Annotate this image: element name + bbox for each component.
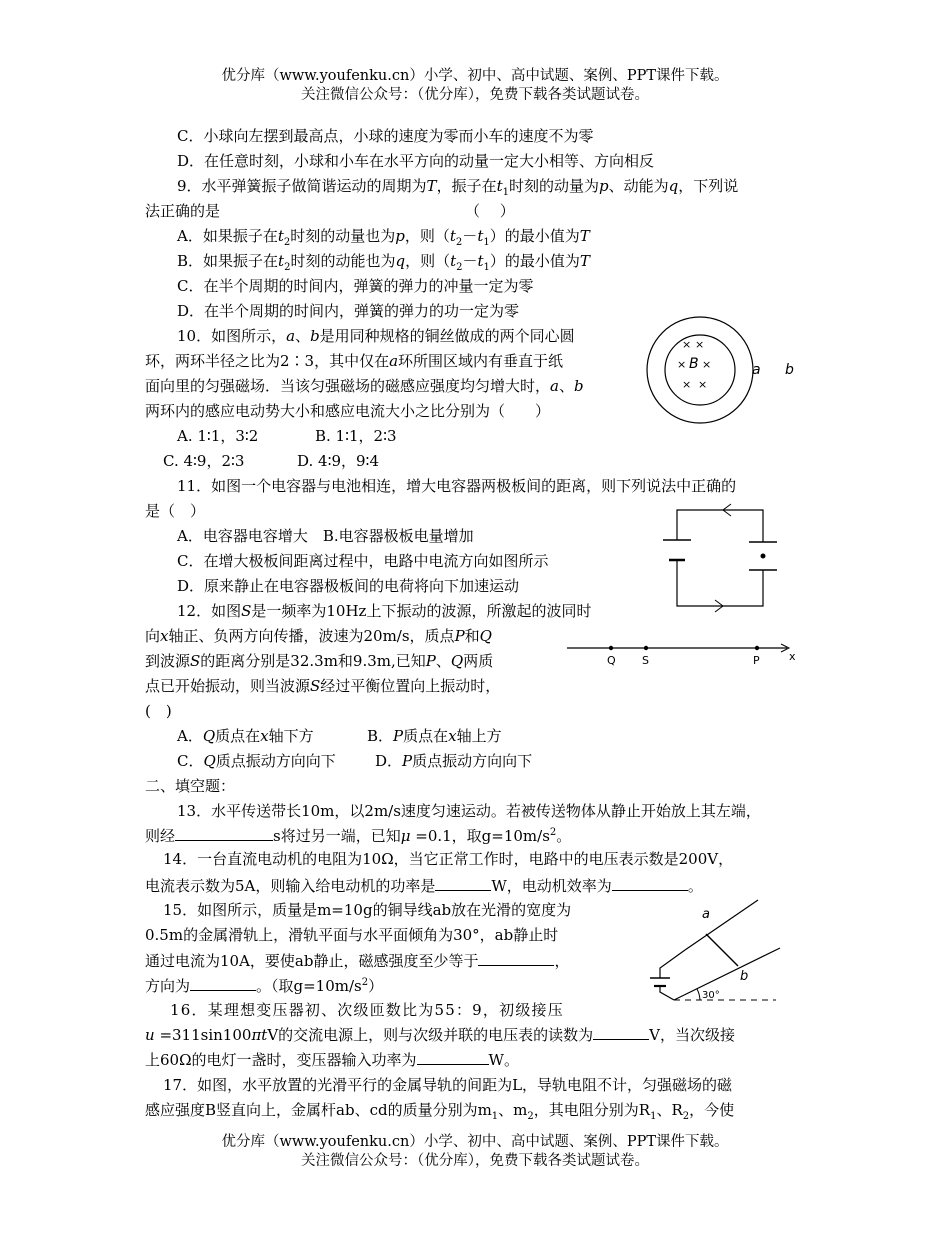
charge-dot	[761, 554, 766, 559]
q10-line-2: 环，两环半径之比为2∶3，其中仅在a环所围区域内有垂直于纸	[145, 352, 564, 370]
q16-line-1: 16．某理想变压器初、次级匝数比为55：9，初级接压	[170, 1001, 564, 1019]
label-b: b	[740, 969, 749, 984]
q11-line-1: 11．如图一个电容器与电池相连，增大电容器两极板间的距离，则下列说法中正确的	[177, 477, 737, 495]
q11-option-c: C．在增大极板间距离过程中，电路中电流方向如图所示	[177, 552, 549, 570]
q17-line-1: 17．如图，水平放置的光滑平行的金属导轨的间距为L，导轨电阻不计，匀强磁场的磁	[163, 1076, 733, 1094]
circuit-wire	[677, 560, 763, 606]
q13-line-1: 13．水平传送带长10m，以2m/s速度匀速运动。若被传送物体从静止开始放上其左端，	[177, 802, 761, 820]
q10-option-c: C. 4∶9，2∶3	[163, 452, 245, 470]
q11-line-2: 是（ ）	[145, 502, 206, 520]
q16-line-3: 上60Ω的电灯一盏时，变压器输入功率为 W。	[145, 1051, 519, 1069]
angle-label: 30°	[702, 990, 720, 1001]
q9-option-b: B．如果振子在$t_2$时刻的动能也为q，则$(t_2-t_1)$的最小值为T	[177, 252, 590, 273]
circuit-wire	[660, 986, 674, 1000]
q12-line-1: 12．如图S是一频率为10Hz上下振动的波源，所激起的波同时	[177, 602, 592, 620]
ring-b	[647, 317, 753, 423]
label-x: x	[789, 650, 796, 663]
section-fill-in-title: 二、填空题：	[145, 777, 236, 795]
q12-line-2: 向x轴正、负两方向传播，波速为20m/s，质点P和Q	[145, 627, 492, 645]
q9-stem-2: 法正确的是	[145, 202, 221, 220]
q15-line-4: 方向为 。（取$g=10m/s^2$）	[145, 977, 384, 995]
q9-option-d: D．在半个周期的时间内，弹簧的弹力的功一定为零	[177, 302, 520, 320]
q14-line-1: 14．一台直流电动机的电阻为10Ω，当它正常工作时，电路中的电压表示数是200V，	[163, 850, 734, 868]
q11-circuit-figure	[655, 500, 785, 615]
q12-wave-axis-figure	[565, 640, 805, 670]
q12-option-a: A．Q质点在x轴下方	[177, 727, 314, 745]
point-P	[755, 646, 759, 650]
q9-option-a: A．如果振子在$t_2$时刻的动量也为p，则$(t_2-t_1)$的最小值为T	[177, 227, 590, 248]
q13-answer-blank[interactable]	[175, 825, 273, 841]
q15-incline-figure	[630, 888, 790, 1008]
field-x: ×	[677, 358, 687, 371]
q15-direction-blank[interactable]	[190, 975, 256, 991]
point-S	[644, 646, 648, 650]
q10-figure-rings	[640, 318, 810, 428]
label-a: a	[702, 907, 710, 922]
q16-voltage-blank[interactable]	[593, 1024, 649, 1040]
rod-ab	[706, 934, 738, 966]
label-b: b	[785, 362, 794, 378]
label-P: P	[753, 654, 760, 667]
field-x: ×	[698, 378, 708, 391]
q13-line-2: 则经 s将过另一端，已知μ =0.1，取$g=10m/s^2$。	[145, 827, 572, 845]
q16-power-blank[interactable]	[417, 1049, 489, 1065]
q12-line-5: ( )	[145, 702, 172, 720]
q10-line-4: 两环内的感应电动势大小和感应电流大小之比分别为（ ）	[145, 402, 551, 420]
circuit-wire	[660, 950, 685, 978]
field-x: ×	[682, 338, 692, 351]
q12-line-4: 点已开始振动，则当波源S经过平衡位置向上振动时，	[145, 677, 501, 695]
q16-line-2: u =311sin100πtV的交流电源上，则与次级并联的电压表的读数为 V，当次级接	[145, 1026, 736, 1044]
header-line-2: 关注微信公众号：（优分库），免费下载各类试题试卷。	[301, 87, 649, 103]
q15-line-1: 15．如图所示，质量是m=10g的铜导线ab放在光滑的宽度为	[163, 901, 572, 919]
q9-option-c: C．在半个周期的时间内，弹簧的弹力的冲量一定为零	[177, 277, 534, 295]
q8-option-d: D．在任意时刻，小球和小车在水平方向的动量一定大小相等、方向相反	[177, 152, 655, 170]
header-line-1: 优分库（www.youfenku.cn）小学、初中、高中试题、案例、PPT课件下载。	[221, 68, 729, 84]
field-x: ×	[682, 378, 692, 391]
q8-option-c: C．小球向左摆到最高点，小球的速度为零而小车的速度不为零	[177, 127, 594, 145]
q10-option-a: A. 1∶1，3∶2	[177, 427, 259, 445]
q12-line-3: 到波源S的距离分别是32.3m和9.3m,已知P、Q两质	[145, 652, 494, 670]
rail-upper	[685, 900, 758, 950]
angle-arc	[697, 989, 700, 1000]
field-x: ×	[695, 338, 705, 351]
q9-stem: 9．水平弹簧振子做简谐运动的周期为T，振子在$t_1$时刻的动量为p、动能为q，下列说	[177, 177, 739, 198]
q15-line-3: 通过电流为10A，要使ab静止，磁感强度至少等于 ，	[145, 952, 570, 970]
q10-line-3: 面向里的匀强磁场．当该匀强磁场的磁感应强度均匀增大时，a、b	[145, 377, 584, 395]
circuit-wire	[677, 510, 763, 542]
label-S: S	[642, 654, 649, 667]
q10-line-1: 10．如图所示，a、b是用同种规格的铜丝做成的两个同心圆	[177, 327, 575, 345]
footer-line-1: 优分库（www.youfenku.cn）小学、初中、高中试题、案例、PPT课件下载。	[221, 1134, 729, 1150]
label-Q: Q	[607, 654, 616, 667]
label-a: a	[752, 362, 761, 378]
q14-power-blank[interactable]	[435, 875, 491, 891]
q12-option-b: B．P质点在x轴上方	[367, 727, 502, 745]
footer-line-2: 关注微信公众号：（优分库），免费下载各类试题试卷。	[301, 1153, 649, 1169]
q11-option-a-b: A．电容器电容增大 B.电容器极板电量增加	[177, 527, 474, 545]
q15-line-2: 0.5m的金属滑轨上，滑轨平面与水平面倾角为30°，ab静止时	[145, 926, 559, 944]
point-Q	[609, 646, 613, 650]
label-B: B	[689, 356, 699, 372]
q10-option-d: D. 4∶9，9∶4	[297, 452, 380, 470]
field-x: ×	[702, 358, 712, 371]
q14-line-2: 电流表示数为5A，则输入给电动机的功率是 W，电动机效率为 。	[145, 877, 703, 895]
q12-option-d: D．P质点振动方向向下	[375, 752, 533, 770]
q10-option-b: B. 1∶1，2∶3	[315, 427, 397, 445]
q15-field-blank[interactable]	[478, 950, 554, 966]
q12-option-c: C．Q质点振动方向向下	[177, 752, 336, 770]
q17-line-2: 感应强度B竖直向上，金属杆ab、cd的质量分别为$m_1$、$m_2$，其电阻分别为$R_1$、$R_2$，今使	[145, 1101, 735, 1122]
q9-answer-paren: （ ）	[465, 202, 515, 220]
q11-option-d: D．原来静止在电容器极板间的电荷将向下加速运动	[177, 577, 520, 595]
